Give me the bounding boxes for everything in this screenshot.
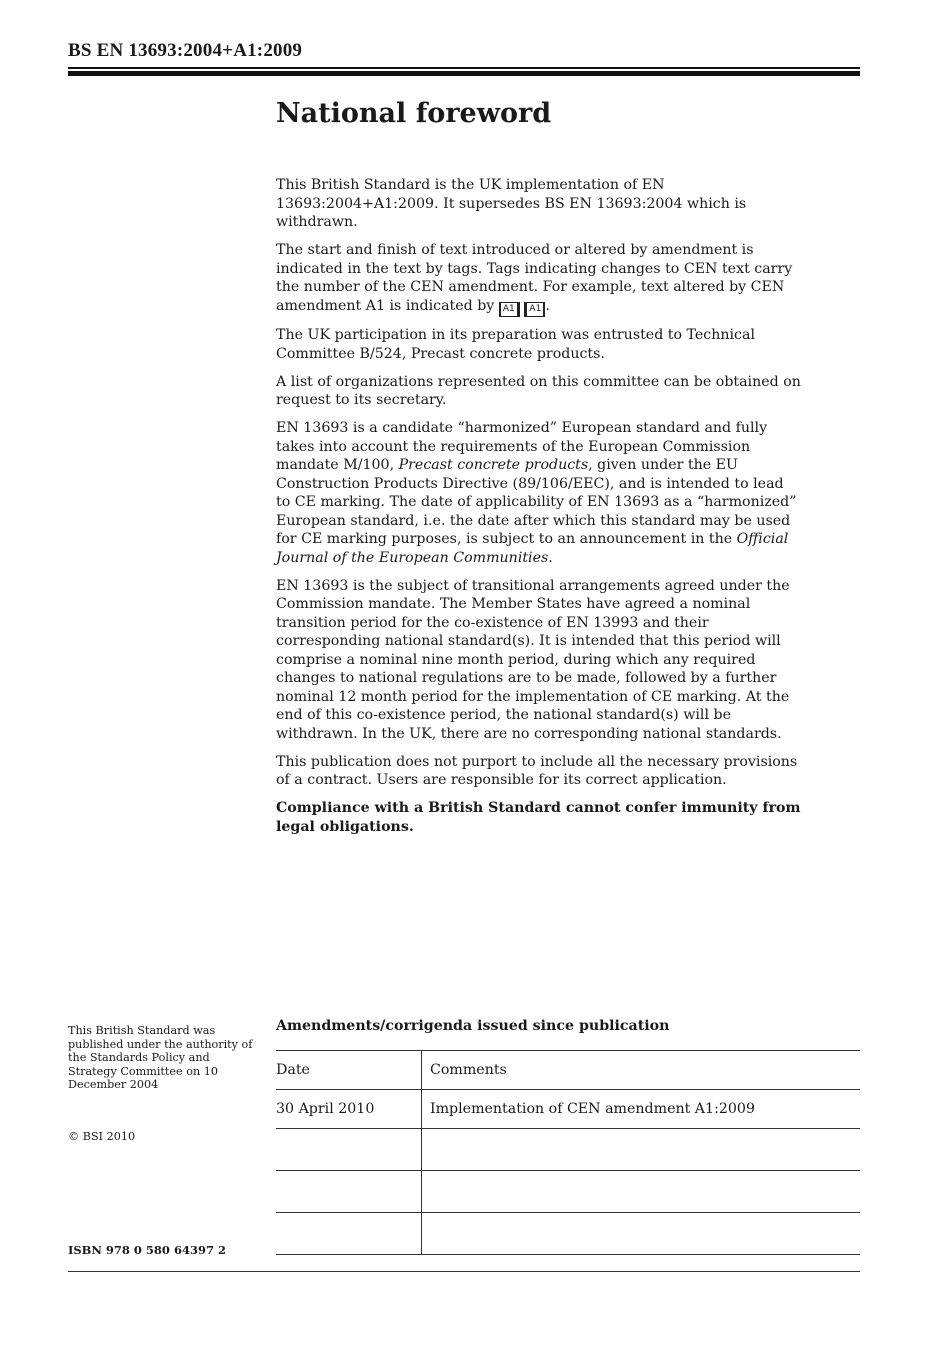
paragraph-organizations: A list of organizations represented on this committee can be obtained on request to its secretary. <box>276 373 801 408</box>
paragraph-harmonized <box>276 419 802 567</box>
table-row <box>276 1090 860 1129</box>
empty-cell <box>276 1171 422 1213</box>
paragraph-committee: The UK participation in its preparation was entrusted to Technical Committee B/524, Precast concrete products. <box>276 327 755 362</box>
paragraph-contract: This publication does not purport to include all the necessary provisions of a contract. Users are responsible for its correct application. <box>276 753 798 788</box>
table-row-empty <box>276 1171 860 1213</box>
header-rule-thin <box>68 67 860 69</box>
table-row-empty <box>276 1213 860 1255</box>
header-rule-thick <box>68 71 860 76</box>
table-header-row <box>276 1051 860 1090</box>
empty-cell <box>276 1129 422 1171</box>
harmonized-mandate-title: Precast concrete products <box>398 457 589 473</box>
copyright: © BSI 2010 <box>68 1130 136 1143</box>
paragraph-implementation: This British Standard is the UK implementation of EN 13693:2004+A1:2009. It supersedes BS EN 13693:2004 which is withdrawn. <box>276 177 747 230</box>
amendment-comment: Implementation of CEN amendment A1:2009 <box>422 1090 861 1129</box>
empty-cell <box>422 1171 861 1213</box>
column-header-comments: Comments <box>422 1051 861 1090</box>
amendments-table <box>276 1050 860 1255</box>
amendment-date: 30 April 2010 <box>276 1090 422 1129</box>
foreword-body <box>276 176 802 846</box>
amendment-end-tag-icon: A1 <box>524 302 545 317</box>
paragraph-amendment-tags <box>276 241 802 317</box>
page-title: National foreword <box>276 98 552 129</box>
harmonized-text-b: , given under the EU Construction Products Directive (89/106/EEC), and is intended to lead to CE marking. The date of applicability of EN 13693 as a “harmonized” European standard, i.e. the date after which this standard may be used for CE marking purposes, is subject to an announcement in the <box>276 457 797 547</box>
amendments-heading: Amendments/corrigenda issued since publication <box>276 1018 670 1034</box>
harmonized-text-c: . <box>548 549 553 566</box>
paragraph-compliance: Compliance with a British Standard cannot confer immunity from legal obligations. <box>276 800 801 835</box>
harmonized-text-a: EN 13693 is a candidate “harmonized” European standard and fully takes into account the requirements of the European Commission mandate M/100, <box>276 420 768 473</box>
harmonized-journal-title: Official Journal of the European Communities <box>276 531 789 566</box>
standard-number: BS EN 13693:2004+A1:2009 <box>68 40 303 61</box>
empty-cell <box>422 1129 861 1171</box>
amendment-start-tag-icon: A1 <box>499 302 520 317</box>
publication-note: This British Standard was published under the authority of the Standards Policy and Strategy Committee on 10 December 2004 <box>68 1024 253 1091</box>
amendment-tags-end: . <box>545 297 550 314</box>
isbn: ISBN 978 0 580 64397 2 <box>68 1243 226 1257</box>
table-row-empty <box>276 1129 860 1171</box>
amendment-tags-text: The start and finish of text introduced or altered by amendment is indicated in the text by tags. Tags indicating changes to CEN text carry the number of the CEN amendment. For example, text altered by CEN amendment A1 is indicated by <box>276 242 793 314</box>
empty-cell <box>276 1213 422 1255</box>
column-header-date: Date <box>276 1051 422 1090</box>
empty-cell <box>422 1213 861 1255</box>
paragraph-transition: EN 13693 is the subject of transitional arrangements agreed under the Commission mandate. The Member States have agreed a nominal transition period for the co-existence of EN 13993 and their corresponding national standard(s). It is intended that this period will comprise a nominal nine month period, during which any required changes to national regulations are to be made, followed by a further nominal 12 month period for the implementation of CE marking. At the end of this co-existence period, the national standard(s) will be withdrawn. In the UK, there are no corresponding national standards. <box>276 577 790 742</box>
footer-rule <box>68 1271 860 1272</box>
